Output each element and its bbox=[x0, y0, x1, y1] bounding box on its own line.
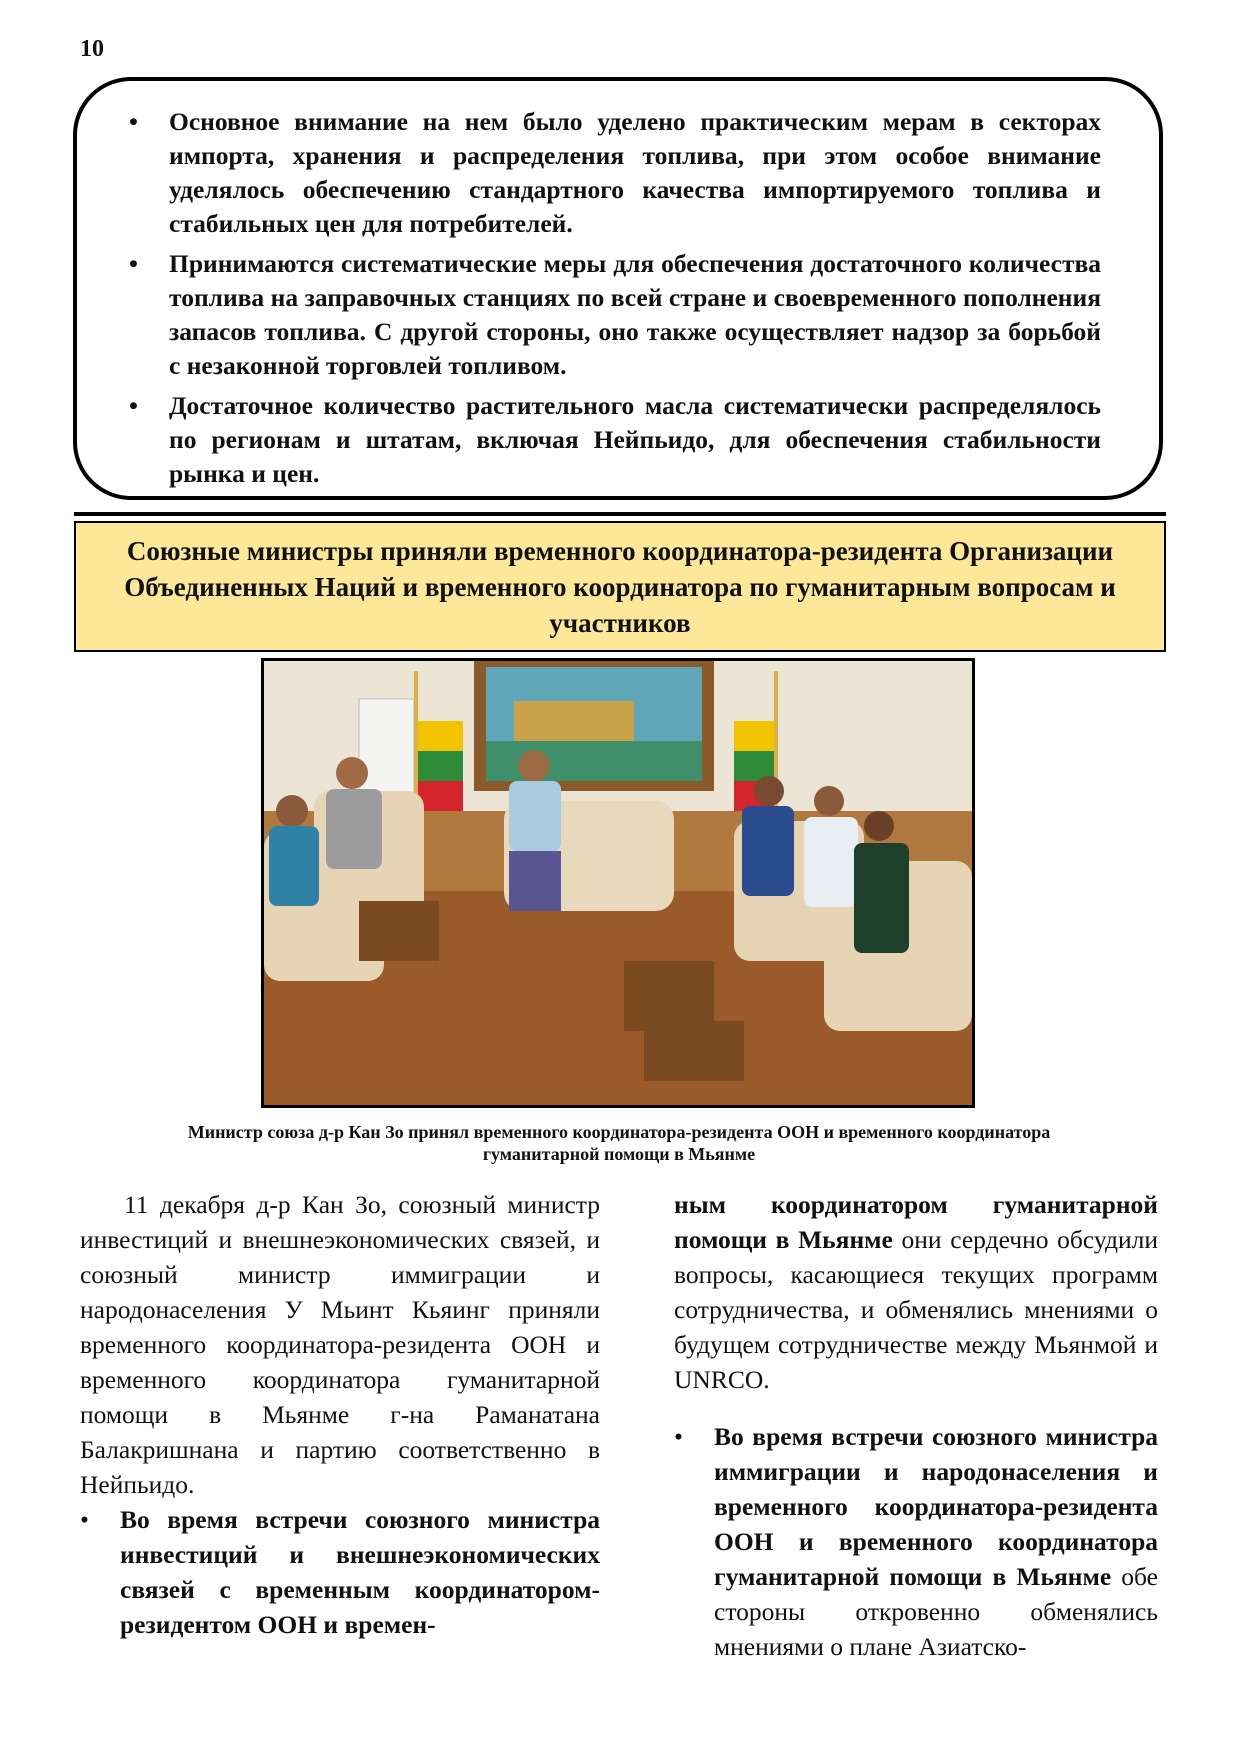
article-headline: Союзные министры приняли временного координатора-резидента Организации Объединенных Наций и временного координатора по гуманитарным вопросам и участников bbox=[124, 535, 1116, 638]
meeting-photo-illustration bbox=[264, 661, 972, 1105]
meeting-bullet-1-bold: Во время встречи союзного министра инвестиций и внешнеэкономических связей с временным координатором-резидентом ООН и времен- bbox=[120, 1505, 600, 1639]
photo-caption: Министр союза д-р Кан Зо принял временного координатора-резидента ООН и временного координатора гуманитарной помощи в Мьянме bbox=[187, 1122, 1051, 1164]
meeting-bullet-2-bold: Во время встречи союзного министра иммиграции и народонаселения и временного координатора-резидента ООН и временного координатора гуманитарной помощи в Мьянме bbox=[714, 1422, 1158, 1591]
summary-bullet: • Основное внимание на нем было уделено практическим мерам в секторах импорта, хранения и распределения топлива, при этом особое внимание уделялось обеспечению стандартного качества импортируемого топлива и стабильных цен для потребителей. bbox=[129, 105, 1101, 241]
meeting-bullet-2-text: обе стороны откровенно обменялись мнениями о плане Азиатско- bbox=[714, 1562, 1158, 1661]
left-column bbox=[80, 1187, 600, 1642]
section-divider bbox=[74, 512, 1166, 516]
right-column bbox=[674, 1187, 1158, 1664]
meeting-bullet-1 bbox=[80, 1502, 600, 1642]
summary-box bbox=[73, 77, 1163, 500]
summary-bullet: • Достаточное количество растительного масла систематически распределялось по регионам и штатам, включая Нейпьидо, для обеспечения стабильности рынка и цен. bbox=[129, 389, 1101, 491]
page-number: 10 bbox=[80, 36, 104, 62]
meeting-bullet-2 bbox=[674, 1419, 1158, 1664]
continued-text: они сердечно обсудили вопросы, касающиеся текущих программ сотрудничества, и обменялись мнениями о будущем сотрудничестве между Мьянмой и UNRCO. bbox=[674, 1225, 1158, 1394]
continued-paragraph bbox=[674, 1187, 1158, 1397]
summary-bullet: • Принимаются систематические меры для обеспечения достаточного количества топлива на заправочных станциях по всей стране и своевременного пополнения запасов топлива. С другой стороны, оно также осуществляет надзор за борьбой с незаконной торговлей топливом. bbox=[129, 247, 1101, 383]
headline-box bbox=[74, 521, 1166, 652]
meeting-photo bbox=[261, 658, 975, 1108]
continued-bold: ным координатором гуманитарной помощи в Мьянме bbox=[674, 1190, 1158, 1254]
summary-list bbox=[129, 105, 1101, 491]
intro-paragraph: 11 декабря д-р Кан Зо, союзный министр инвестиций и внешнеэкономических связей, и союзный министр иммиграции и народонаселения У Мьинт Кьяинг приняли временного координатора-резидента ООН и временного координатора гуманитарной помощи в Мьянме г-на Раманатана Балакришнана и партию соответственно в Нейпьидо. bbox=[80, 1190, 600, 1499]
